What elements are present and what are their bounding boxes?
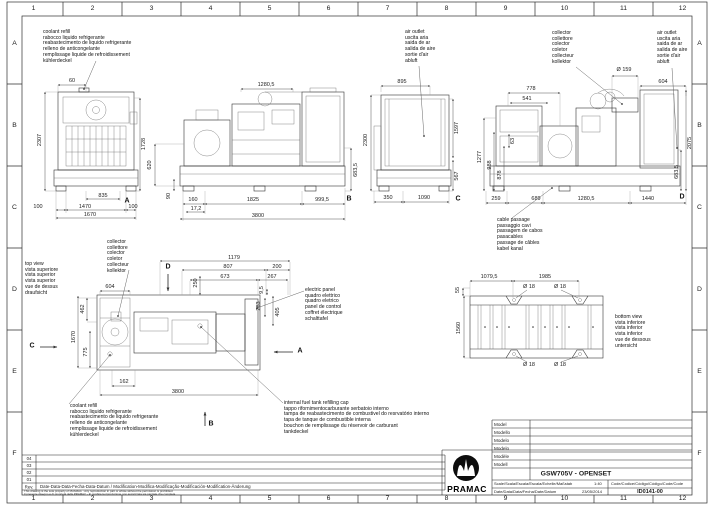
grid-col-label: 1 [31,5,36,12]
dim-v4-1277: 1277 [477,150,483,164]
note-line: vue de dessus [25,283,58,290]
dim-vt-3800: 3800 [171,389,185,395]
date-value: 23/05/2014 [582,489,603,494]
model-label: Modelo [494,445,510,451]
dim-vb-55: 55 [455,286,461,294]
grid-row-label: D [697,285,702,293]
note-line: kühlerdeckel [70,431,99,438]
grid-col-label: 9 [503,5,508,12]
grid-row-label: B [697,121,702,129]
dim-vb-1560: 1560 [456,321,462,335]
note-line: vista inferior [615,325,643,332]
note-line: kollektor [107,267,126,274]
note-line: sortie d'air [405,51,429,58]
note-line: relleno de anticongelante [70,420,127,427]
revision-rows [23,455,35,483]
note-cable-passage [497,218,543,252]
note-line: collector [107,239,126,245]
grid-row-label: F [12,449,17,457]
note-line: coletor [107,256,123,263]
note-line: salida de aire [405,46,436,53]
note-line: colector [107,250,125,257]
note-coolant-refill-top [43,30,131,64]
dim-v2-1280: 1280,5 [257,82,275,88]
dim-vt-673: 673 [220,274,230,280]
title-block-model-labels [494,420,528,468]
grid-rows-left [7,2,22,494]
dim-vt-283: 283 [256,301,262,311]
revision-header: Date-Data-Data-Fecha-Data-Datum / Modification-Modifica-Modificação-Modificación-Modification-Änderung [40,484,251,489]
grid-col-label: 6 [326,495,331,502]
revision-rev-label: Rev. [24,484,34,489]
pramac-logo-text: PRAMAC [447,484,487,494]
grid-col-label: 12 [678,5,687,12]
note-line: electric panel [305,287,336,293]
dim-v4-1440: 1440 [641,196,655,202]
grid-row-label: A [12,39,17,47]
dim-v4-778: 778 [526,86,536,92]
note-line: passage de câbles [497,239,540,246]
dim-vt-162: 162 [119,379,129,385]
dim-vt-405: 405 [275,307,281,317]
note-coolant-refill-bottom [70,404,158,438]
dim-v4-988: 988 [487,160,493,170]
section-label-d: D [679,193,685,201]
pramac-logo-icon [453,455,479,481]
dim-v4-1280: 1280,5 [577,196,595,202]
grid-col-label: 2 [90,495,95,502]
grid-row-label: F [697,449,702,457]
note-electric-panel [305,288,343,322]
grid-col-label: 3 [149,5,154,12]
code-value: ID0141-00 [637,488,663,495]
section-arrow-b-label: B [208,420,214,428]
note-line: coletor [552,47,568,54]
grid-row-label: C [697,203,702,211]
grid-col-label: 7 [385,495,390,502]
grid-col-label: 9 [503,495,508,502]
note-line: saida de ar [657,41,683,48]
note-line: vista superiore [25,266,59,273]
note-line: quadro eletrico [305,298,339,305]
grid-row-label: C [12,203,17,211]
dim-v2-999: 999,5 [315,197,329,203]
dim-v2-1825: 1825 [246,197,260,203]
note-line: salida de aire [657,47,688,54]
model-value: GSW705V - OPENSET [540,470,612,478]
view-rear-linework [371,86,453,204]
dim-v1-1670: 1670 [83,212,97,218]
revision-row-number: 03 [26,463,32,468]
grid-col-label: 8 [444,5,449,12]
note-line: untersicht [615,342,638,349]
dim-vb-dia18-tr: Ø 18 [554,284,566,290]
grid-col-label: 5 [267,5,272,12]
note-line: saida de ar [405,40,431,47]
note-line: relleno de anticongelante [43,46,100,53]
note-line: panel de control [305,304,342,311]
note-line: kollektor [552,58,571,65]
grid-col-label: 4 [208,495,213,502]
dim-vt-1179: 1179 [228,255,240,261]
grid-col-label: 11 [619,495,628,502]
note-line: coolant refill [43,29,71,35]
note-line: quadro elettrico [305,292,341,299]
grid-col-label: 11 [619,5,628,12]
note-line: cable passage [497,217,530,223]
dim-v4-683: 683,5 [674,165,680,179]
grid-col-label: 6 [326,5,331,12]
note-line: uscita aria [405,34,429,41]
dim-v1-835: 835 [98,193,108,199]
disclaimer-line-it: Il presente disegno è di proprietà della PRAMAC - E' proibita la riproduzione non autorizzata sia parziale che completa [24,492,176,497]
dim-vt-267: 267 [267,274,277,280]
dim-v2-90: 90 [166,192,172,200]
grid-col-label: 10 [560,495,569,502]
note-line: pasacables [497,234,523,241]
note-line: passaggio cavi [497,222,531,229]
dim-v4-541: 541 [522,96,532,102]
grid-columns-top [4,2,712,16]
note-line: vista inferiore [615,319,646,326]
dim-vb-dia18-tl: Ø 18 [523,284,535,290]
note-line: reabastecimento de liquido refrigerante [70,414,159,421]
dim-v4-878: 878 [497,170,503,180]
revision-row-number: 01 [26,477,32,482]
dim-v3-567: 567 [454,171,460,181]
dim-v4-2075: 2075 [687,136,693,150]
note-line: collecteur [107,261,129,268]
dim-v4-689: 689 [531,196,541,202]
note-line: vista superior [25,278,56,285]
dim-vt-807: 807 [223,264,233,270]
dim-v4-dia159: Ø 159 [616,67,632,73]
note-line: uscita aria [657,35,681,42]
note-top-view-label [25,262,58,296]
note-line: coffret électrique [305,309,343,316]
note-air-outlet-mid [405,30,435,64]
dim-vt-775: 775 [83,347,89,357]
dim-v3-2300: 2300 [363,133,369,147]
section-arrow-d-label: D [165,263,171,271]
dim-v4-604: 604 [658,79,668,85]
grid-row-label: A [697,39,702,47]
section-label-c: C [455,195,461,203]
view-bottom-linework [463,281,603,362]
note-line: kabel kanal [497,245,523,252]
grid-col-label: 1 [31,495,36,502]
note-line: collettore [552,35,573,42]
dim-v1-100r: 100 [128,204,138,210]
section-arrow-c-label: C [29,342,35,350]
grid-row-label: E [697,367,702,375]
note-line: vue de dessous [615,336,651,343]
note-line: passagem de cabos [497,228,543,235]
note-line: bouchon de remplissage du réservoir de carburant [284,422,398,429]
note-line: schalttafel [305,315,328,322]
note-line: air outlet [405,29,425,35]
dim-vb-1985: 1985 [538,274,552,280]
note-line: rabocco liquido refrigerante [70,408,132,415]
model-label: Model [494,421,507,427]
scale-value: 1:40 [594,481,602,486]
dim-vb-dia18-br: Ø 18 [554,362,566,368]
note-line: vista inferior [615,331,643,338]
note-line: tappo rifornimentocarburante serbatoio interno [284,405,389,412]
dim-vb-1079: 1079,5 [480,274,498,280]
note-line: collecteur [552,52,574,59]
scale-label: Scale/Scala/Escala/Escala/Echelle/Maßstab [494,481,573,486]
dim-v4-259: 259 [491,196,501,202]
grid-col-label: 8 [444,495,449,502]
section-label-a: A [124,197,130,205]
date-label: Date/Data/Data/Fecha/Date/Datum [494,489,557,494]
note-air-outlet-right [657,31,687,65]
note-line: air outlet [657,30,677,36]
grid-col-label: 10 [560,5,569,12]
dim-v2-160: 160 [188,197,198,203]
note-line: tapa de tanque de combustible interna [284,417,371,424]
drawing-disclaimer [24,490,175,496]
grid-col-label: 3 [149,495,154,502]
dim-v2-172: 17,2 [190,206,202,212]
dim-v4-63: 63 [510,137,516,145]
dim-vt-200: 200 [272,264,282,270]
dim-v1-100l: 100 [33,204,43,210]
note-line: rabocco liquido refrigerante [43,34,105,41]
note-line: draufsicht [25,289,48,296]
grid-col-label: 4 [208,5,213,12]
model-label: Modèle [494,453,510,459]
dim-v3-1090: 1090 [417,195,431,201]
dim-v2-683: 683,5 [353,163,359,177]
section-arrow-a-label: A [297,347,303,355]
grid-rows-right [692,2,707,494]
dim-vt-1670: 1670 [71,330,77,344]
note-line: kühlerdeckel [43,57,72,64]
grid-row-label: B [12,121,17,129]
note-bottom-view-label [615,315,651,349]
note-line: top view [25,261,44,267]
grid-row-label: E [12,367,17,375]
note-line: remplissage liquide de refroidissement [43,51,130,58]
dim-vt-462: 462 [80,304,86,314]
dim-v1-60: 60 [68,78,76,84]
note-line: coolant refill [70,403,98,409]
dim-v2-620: 620 [147,160,153,170]
note-line: abluft [405,57,418,64]
grid-col-label: 2 [90,5,95,12]
note-collector-right [552,31,574,65]
model-label: Modello [494,429,511,435]
revision-row-number: 04 [26,456,32,461]
dim-v1-1728: 1728 [141,137,147,151]
model-label: Modelo [494,437,510,443]
revision-row-number: 02 [26,470,32,475]
note-collector-topview [107,240,129,274]
dim-vb-dia18-bl: Ø 18 [523,362,535,368]
dim-vt-250: 250 [193,278,199,288]
note-line: colector [552,41,570,48]
grid-row-label: D [12,285,17,293]
dim-v3-895: 895 [397,79,407,85]
code-label: Code/Codice/Código/Código/Code/Code [611,481,684,486]
disclaimer-line-en: This drawing is the sole property of PRAMAC : Any reproduction in part or whole without the permission is prohibited [24,489,173,493]
grid-col-label: 7 [385,5,390,12]
dim-v1-1470: 1470 [78,204,92,210]
note-line: tankdeckel [284,428,309,435]
view-top-linework [40,261,293,426]
note-line: collector [552,30,571,36]
model-label: Modell [494,461,508,467]
note-line: bottom view [615,314,643,320]
dim-v2-3800: 3800 [251,213,265,219]
dim-vt-604: 604 [105,284,115,290]
note-line: tampa de reabastecimento de combustivel do resrvatório interno [284,411,430,418]
dim-v3-350: 350 [383,195,393,201]
note-line: remplissage liquide de refroidissement [70,425,157,432]
note-line: vista superior [25,272,56,279]
section-label-b: B [346,195,352,203]
note-line: sortie d'air [657,52,681,59]
note-line: collettore [107,244,128,251]
note-fuel-tank-cap [284,401,429,435]
grid-col-label: 5 [267,495,272,502]
dim-v1-2307: 2307 [37,133,43,147]
grid-col-label: 12 [678,495,687,502]
dim-v3-1597: 1597 [454,121,460,135]
note-line: abluft [657,58,670,65]
note-line: internal fuel tank refilling cap [284,400,349,406]
note-line: reabastecimento de liquido refrigerante [43,40,132,47]
dim-vt-95: 9,5 [259,286,265,294]
